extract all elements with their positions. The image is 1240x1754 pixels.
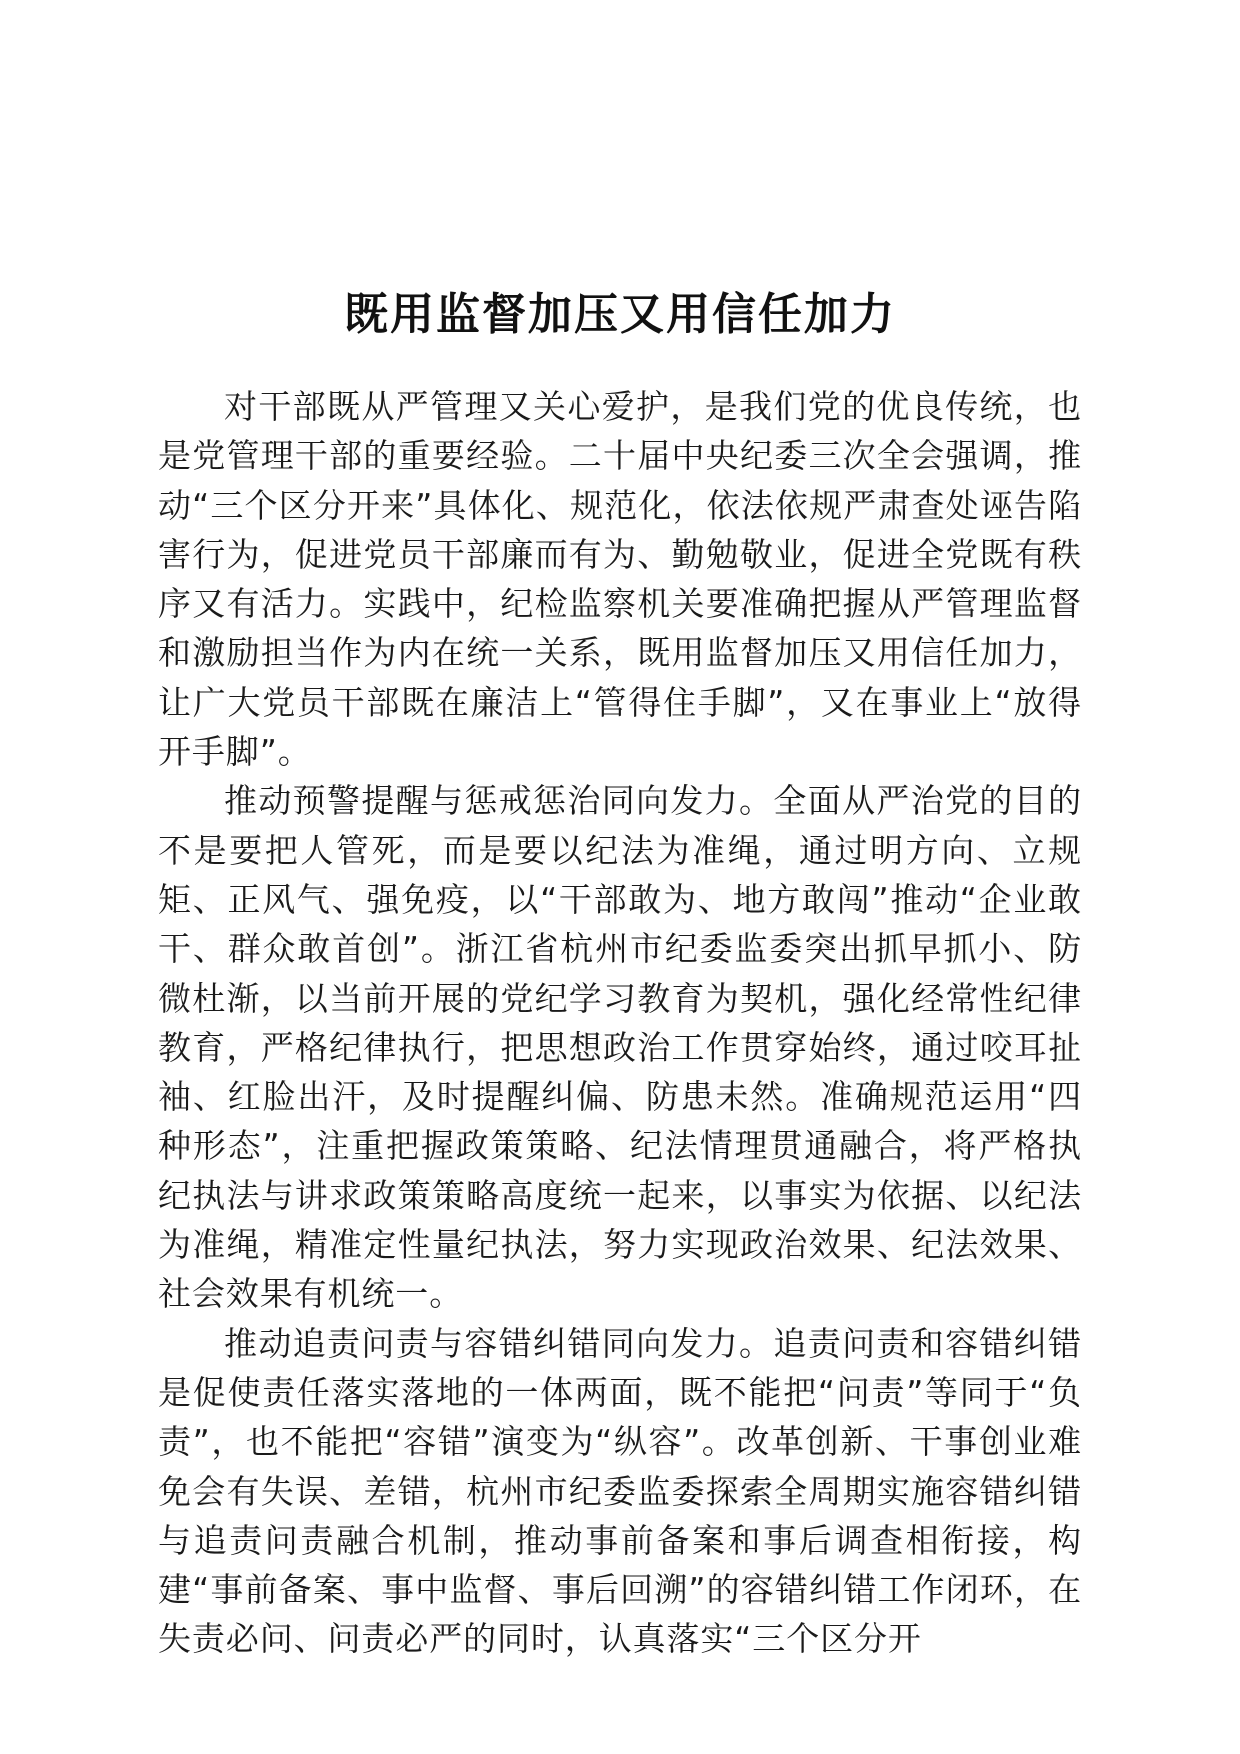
paragraph-intro: 对干部既从严管理又关心爱护，是我们党的优良传统，也是党管理干部的重要经验。二十届中央纪委三次全会强调，推动“三个区分开来”具体化、规范化，依法依规严肃查处诬告陷害行为，促进党员干部廉而有为、勤勉敬业，促进全党既有秩序又有活力。实践中，纪检监察机关要准确把握从严管理监督和激励担当作为内在统一关系，既用监督加压又用信任加力，让广大党员干部既在廉洁上“管得住手脚”，又在事业上“放得开手脚”。 <box>158 387 1082 772</box>
document-body <box>158 382 1082 1664</box>
paragraph-warning-and-punishment: 推动预警提醒与惩戒惩治同向发力。全面从严治党的目的不是要把人管死，而是要以纪法为准绳，通过明方向、立规矩、正风气、强免疫，以“干部敢为、地方敢闯”推动“企业敢干、群众敢首创”。浙江省杭州市纪委监委突出抓早抓小、防微杜渐，以当前开展的党纪学习教育为契机，强化经常性纪律教育，严格纪律执行，把思想政治工作贯穿始终，通过咬耳扯袖、红脸出汗，及时提醒纠偏、防患未然。准确规范运用“四种形态”，注重把握政策策略、纪法情理贯通融合，将严格执纪执法与讲求政策策略高度统一起来，以事实为依据、以纪法为准绳，精准定性量纪执法，努力实现政治效果、纪法效果、社会效果有机统一。 <box>158 781 1082 1314</box>
document-title: 既用监督加压又用信任加力 <box>344 289 896 341</box>
paragraph-accountability-and-tolerance: 推动追责问责与容错纠错同向发力。追责问责和容错纠错是促使责任落实落地的一体两面，既不能把“问责”等同于“负责”，也不能把“容错”演变为“纵容”。改革创新、干事创业难免会有失误、差错，杭州市纪委监委探索全周期实施容错纠错与追责问责融合机制，推动事前备案和事后调查相衔接，构建“事前备案、事中监督、事后回溯”的容错纠错工作闭环，在失责必问、问责必严的同时，认真落实“三个区分开 <box>158 1323 1082 1659</box>
